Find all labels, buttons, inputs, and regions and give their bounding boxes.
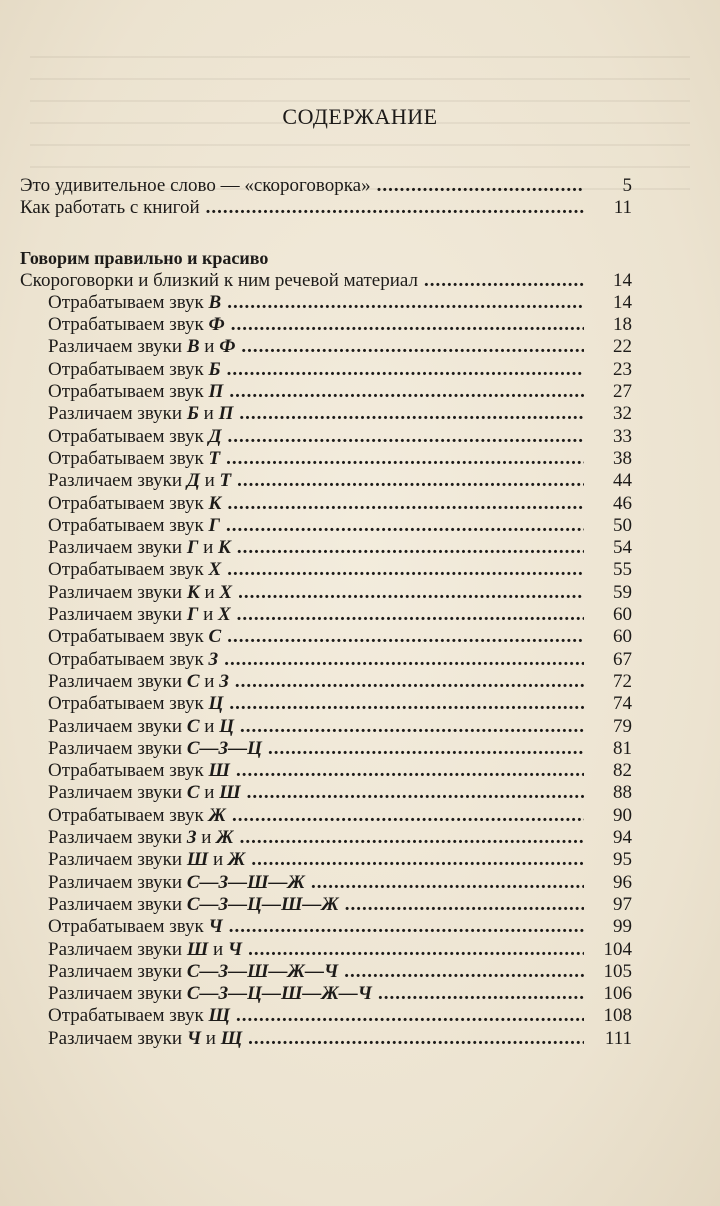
sound-letter: В	[186, 336, 200, 358]
toc-page-number: 67	[613, 648, 632, 670]
toc-entry-label	[48, 760, 230, 782]
toc-page-number: 104	[603, 938, 632, 960]
toc-subentry	[20, 738, 632, 760]
section-heading: Говорим правильно и красиво	[20, 247, 269, 268]
sound-letter: С	[208, 626, 222, 648]
toc-page-number: 33	[613, 425, 632, 447]
sound-letter: Ц	[208, 693, 224, 715]
entry-prefix: Отрабатываем звук	[48, 291, 204, 313]
entry-prefix: Отрабатываем звук	[48, 804, 204, 826]
toc-page-number: 96	[613, 871, 632, 893]
sound-letter: С	[186, 715, 200, 737]
entry-prefix: Различаем звуки	[48, 871, 183, 893]
toc-page-number: 38	[613, 447, 632, 469]
toc-subentry	[20, 760, 632, 782]
sound-letter: Ж	[208, 804, 226, 826]
toc-page-number: 32	[613, 403, 632, 425]
toc-entry-label	[48, 493, 221, 515]
conjunction: и	[199, 470, 220, 492]
dot-leader	[424, 270, 584, 292]
toc-page-number: 50	[613, 514, 632, 536]
dot-leader	[227, 359, 584, 381]
toc-subentry	[20, 403, 632, 425]
entry-prefix: Различаем звуки	[48, 403, 183, 425]
entry-prefix: Различаем звуки	[48, 983, 183, 1005]
toc-entry-label	[48, 671, 229, 693]
toc-entry-label	[48, 359, 221, 381]
toc-subentry	[20, 470, 632, 492]
toc-page-number: 105	[603, 960, 632, 982]
conjunction: и	[198, 604, 218, 626]
sound-letter: Д	[186, 470, 200, 492]
sound-letter: Г	[186, 604, 199, 626]
conjunction: и	[196, 827, 217, 849]
sound-letter: Г	[186, 537, 199, 559]
sound-letter: Ф	[219, 336, 236, 358]
toc-page-number: 82	[613, 760, 632, 782]
toc-subentry	[20, 515, 632, 537]
toc-entry-label	[48, 916, 223, 938]
sound-letter: Щ	[208, 1005, 230, 1027]
toc-page-number: 14	[613, 291, 632, 313]
conjunction: и	[199, 670, 220, 692]
sound-letter: Ц	[219, 715, 234, 737]
toc-entry	[20, 197, 632, 219]
toc-subentry	[20, 448, 632, 470]
sound-letter: С—З—Ц—Ш—Ж	[186, 893, 339, 915]
toc-subentry	[20, 827, 632, 849]
toc-page-number: 18	[613, 314, 632, 336]
dot-leader	[237, 470, 584, 492]
entry-prefix: Отрабатываем звук	[48, 1005, 204, 1027]
toc-entry-label	[48, 849, 245, 871]
conjunction: и	[198, 403, 219, 425]
toc-page-number: 14	[613, 269, 632, 291]
entry-prefix: Отрабатываем звук	[48, 514, 204, 536]
toc-entry-label	[48, 894, 339, 916]
dot-leader	[240, 827, 584, 849]
dot-leader	[268, 738, 584, 760]
entry-prefix: Отрабатываем звук	[48, 760, 204, 782]
dot-leader	[236, 760, 584, 782]
toc-entry-label	[48, 716, 234, 738]
toc-page-number: 108	[603, 1005, 632, 1027]
entry-prefix: Отрабатываем звук	[48, 358, 204, 380]
sound-letter: В	[208, 291, 222, 313]
toc-entry	[20, 270, 632, 292]
sound-letter: Б	[208, 358, 221, 380]
entry-prefix: Отрабатываем звук	[48, 559, 204, 581]
dot-leader	[229, 916, 584, 938]
dot-leader	[248, 939, 584, 961]
toc-entry-label: Это удивительное слово — «скороговорка»	[20, 175, 371, 196]
sound-letter: Ж	[216, 827, 234, 849]
toc-entry-label	[48, 693, 223, 715]
entry-prefix: Отрабатываем звук	[48, 425, 204, 447]
toc-page-number: 44	[613, 470, 632, 492]
dot-leader	[239, 403, 584, 425]
toc-subentry	[20, 894, 632, 916]
sound-letter: С—З—Ц	[186, 737, 262, 759]
toc-entry-label	[48, 403, 233, 425]
dot-leader	[251, 849, 584, 871]
dot-leader	[240, 716, 584, 738]
conjunction: и	[208, 938, 228, 960]
toc-entry-label	[48, 426, 222, 448]
entry-prefix: Различаем звуки	[48, 893, 183, 915]
toc-entry-label	[48, 1005, 230, 1027]
conjunction: и	[199, 715, 220, 737]
entry-prefix: Различаем звуки	[48, 960, 183, 982]
toc-subentry	[20, 849, 632, 871]
toc-subentry	[20, 626, 632, 648]
dot-leader	[236, 1005, 584, 1027]
sound-letter: К	[217, 537, 231, 559]
dot-leader	[226, 448, 584, 470]
entry-prefix: Отрабатываем звук	[48, 693, 204, 715]
toc-entry-label	[48, 805, 226, 827]
dot-leader	[227, 626, 584, 648]
conjunction: и	[199, 336, 220, 358]
toc-subentry	[20, 314, 632, 336]
toc-subentry	[20, 426, 632, 448]
entry-prefix: Различаем звуки	[48, 737, 183, 759]
toc-entry	[20, 175, 632, 197]
toc-page-number: 95	[613, 849, 632, 871]
toc-subentry	[20, 983, 632, 1005]
spacer	[20, 220, 632, 246]
toc-subentry	[20, 336, 632, 358]
sound-entries-list	[20, 292, 632, 1050]
entry-prefix: Отрабатываем звук	[48, 626, 204, 648]
dot-leader	[237, 537, 584, 559]
entry-prefix: Различаем звуки	[48, 938, 183, 960]
toc-entry-label	[48, 448, 220, 470]
toc-page-number: 22	[613, 336, 632, 358]
toc-subentry	[20, 1028, 632, 1050]
sound-letter: С—З—Ц—Ш—Ж—Ч	[186, 983, 372, 1005]
toc-subentry	[20, 1005, 632, 1027]
sound-letter: Ш	[186, 938, 209, 960]
dot-leader	[229, 381, 584, 403]
sound-letter: Х	[208, 559, 222, 581]
toc-page-number: 27	[613, 381, 632, 403]
toc-entry-label: Как работать с книгой	[20, 197, 200, 219]
toc-entry-label	[48, 292, 221, 314]
toc-subentry	[20, 939, 632, 961]
toc-entry-label	[48, 336, 235, 358]
toc-page-number: 90	[613, 804, 632, 826]
toc-entry-label	[48, 738, 262, 760]
dot-leader	[345, 894, 584, 916]
dot-leader	[227, 493, 584, 515]
toc-page-number: 72	[613, 670, 632, 692]
toc-entry-label	[48, 961, 338, 983]
toc-entry-label	[48, 381, 223, 403]
sound-letter: К	[208, 492, 222, 514]
toc-entry-label	[48, 827, 234, 849]
toc-entry-label	[48, 537, 231, 559]
sound-letter: Ш	[186, 849, 209, 871]
sound-letter: Х	[219, 581, 233, 603]
sound-letter: С	[186, 782, 200, 804]
toc-entry-label	[48, 515, 220, 537]
table-of-contents	[20, 175, 632, 1050]
toc-subentry	[20, 359, 632, 381]
dot-leader	[228, 426, 584, 448]
toc-page-number: 79	[613, 715, 632, 737]
toc-entry-label	[48, 314, 225, 336]
toc-subentry	[20, 805, 632, 827]
sound-letter: Ш	[208, 760, 230, 782]
toc-subentry	[20, 782, 632, 804]
sound-letter: З	[186, 827, 197, 849]
dot-leader	[237, 604, 584, 626]
toc-entry-label	[48, 1028, 242, 1050]
entry-prefix: Различаем звуки	[48, 537, 183, 559]
dot-leader	[227, 292, 584, 314]
dot-leader	[226, 515, 584, 537]
toc-page-number: 94	[613, 827, 632, 849]
dot-leader	[232, 805, 584, 827]
entry-prefix: Различаем звуки	[48, 715, 183, 737]
dot-leader	[344, 961, 584, 983]
toc-subentry	[20, 559, 632, 581]
sound-letter: С—З—Ш—Ж—Ч	[186, 960, 339, 982]
dot-leader	[248, 1028, 584, 1050]
toc-entry-label	[48, 626, 221, 648]
sound-letter: С—З—Ш—Ж	[186, 871, 306, 893]
sound-letter: П	[208, 381, 224, 403]
sound-letter: Ш	[219, 782, 241, 804]
dot-leader	[235, 671, 584, 693]
dot-leader	[227, 559, 584, 581]
toc-subentry	[20, 292, 632, 314]
toc-entry-label	[48, 582, 232, 604]
toc-page-number: 59	[613, 581, 632, 603]
toc-subentry	[20, 537, 632, 559]
entry-prefix: Различаем звуки	[48, 849, 183, 871]
sound-letter: Г	[208, 514, 221, 536]
sound-letter: З	[208, 648, 219, 670]
dot-leader	[231, 314, 584, 336]
page-title: СОДЕРЖАНИЕ	[282, 104, 438, 129]
dot-leader	[377, 175, 584, 197]
toc-page-number: 11	[613, 197, 632, 219]
toc-page-number: 106	[603, 983, 632, 1005]
entry-prefix: Различаем звуки	[48, 670, 183, 692]
toc-entry-label	[48, 939, 242, 961]
sound-letter: Ч	[227, 938, 243, 960]
dot-leader	[311, 872, 584, 894]
sound-letter: Ч	[208, 916, 223, 938]
toc-subentry	[20, 671, 632, 693]
conjunction: и	[198, 537, 218, 559]
toc-page-number: 74	[613, 693, 632, 715]
toc-page-number: 60	[613, 626, 632, 648]
sound-letter: Ж	[227, 849, 246, 871]
sound-letter: Ф	[208, 314, 225, 336]
toc-subentry	[20, 716, 632, 738]
sound-letter: Х	[217, 604, 231, 626]
dot-leader	[238, 582, 584, 604]
sound-letter: Т	[219, 470, 232, 492]
entry-prefix: Отрабатываем звук	[48, 381, 204, 403]
dot-leader	[224, 649, 584, 671]
toc-page-number: 81	[613, 737, 632, 759]
entry-prefix: Различаем звуки	[48, 1027, 183, 1049]
entry-prefix: Отрабатываем звук	[48, 447, 204, 469]
toc-page-number: 55	[613, 559, 632, 581]
entry-prefix: Различаем звуки	[48, 604, 183, 626]
toc-subentry	[20, 604, 632, 626]
conjunction: и	[201, 1027, 221, 1049]
entry-prefix: Различаем звуки	[48, 336, 183, 358]
toc-subentry	[20, 649, 632, 671]
toc-page-number: 5	[622, 175, 632, 196]
toc-page-number: 99	[613, 916, 632, 938]
conjunction: и	[199, 782, 220, 804]
sound-letter: З	[219, 670, 229, 692]
toc-page-number: 60	[613, 604, 632, 626]
sound-letter: Д	[208, 425, 222, 447]
toc-page-number: 111	[604, 1027, 632, 1049]
entry-prefix: Отрабатываем звук	[48, 648, 204, 670]
conjunction: и	[199, 581, 220, 603]
entry-prefix: Отрабатываем звук	[48, 492, 204, 514]
dot-leader	[378, 983, 584, 1005]
dot-leader	[247, 782, 584, 804]
entry-prefix: Различаем звуки	[48, 470, 183, 492]
toc-entry-label	[48, 649, 218, 671]
toc-entry-label	[48, 872, 305, 894]
toc-page-number: 54	[613, 537, 632, 559]
toc-subentry	[20, 493, 632, 515]
toc-subentry	[20, 381, 632, 403]
sound-letter: Б	[186, 403, 199, 425]
toc-entry-label	[48, 470, 231, 492]
toc-page-number: 46	[613, 492, 632, 514]
toc-subentry	[20, 872, 632, 894]
toc-entry-label: Скороговорки и близкий к ним речевой материал	[20, 269, 418, 291]
conjunction: и	[208, 849, 228, 871]
toc-entry-label	[48, 604, 231, 626]
toc-subentry	[20, 916, 632, 938]
sound-letter: С	[186, 670, 200, 692]
dot-leader	[229, 693, 584, 715]
toc-entry-label	[48, 559, 221, 581]
toc-page-number: 97	[613, 893, 632, 915]
sound-letter: Ч	[186, 1027, 202, 1049]
toc-subentry	[20, 693, 632, 715]
toc-subentry	[20, 961, 632, 983]
entry-prefix: Различаем звуки	[48, 581, 183, 603]
toc-entry-label	[48, 782, 241, 804]
dot-leader	[206, 197, 584, 219]
toc-subentry	[20, 582, 632, 604]
dot-leader	[241, 336, 584, 358]
entry-prefix: Различаем звуки	[48, 827, 183, 849]
entry-prefix: Отрабатываем звук	[48, 916, 204, 938]
toc-entry-label	[48, 983, 372, 1005]
sound-letter: К	[186, 581, 200, 603]
sound-letter: Т	[208, 447, 221, 469]
sound-letter: Щ	[220, 1027, 243, 1049]
entry-prefix: Различаем звуки	[48, 782, 183, 804]
entry-prefix: Отрабатываем звук	[48, 314, 204, 336]
toc-page-number: 88	[613, 782, 632, 804]
toc-page-number: 23	[613, 358, 632, 380]
sound-letter: П	[218, 403, 234, 425]
